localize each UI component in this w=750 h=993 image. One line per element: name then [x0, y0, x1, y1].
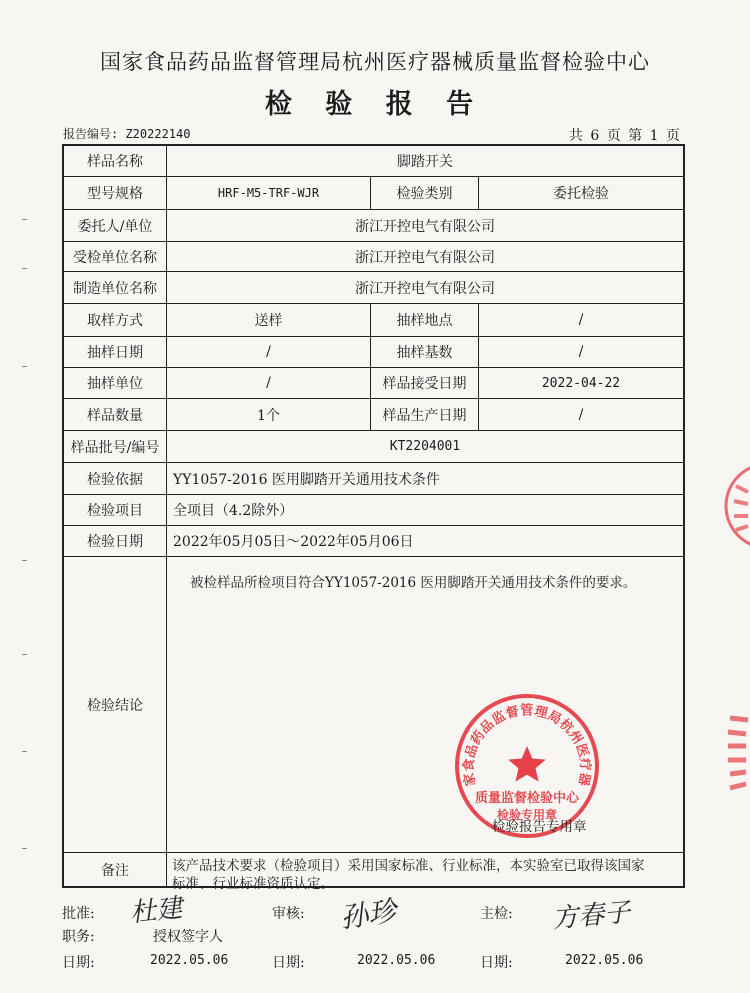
label-sampling-unit: 抽样单位	[87, 376, 143, 392]
paging-seal-top	[718, 456, 750, 556]
review-label: 审核:	[272, 906, 305, 922]
seal-ring-text: 家食品药品监督管理局杭州医疗器	[461, 703, 593, 788]
label-sampling-date: 抽样日期	[87, 345, 143, 361]
seal-line-1: 质量监督检验中心	[474, 791, 580, 806]
chief-label: 主检:	[480, 906, 513, 922]
label-batch-no: 样品批号/编号	[70, 439, 160, 456]
report-number: 报告编号: Z20222140	[63, 127, 191, 141]
label-inspected-unit: 受检单位名称	[73, 249, 157, 266]
label-quantity: 样品数量	[87, 407, 143, 424]
stamp-caption: 检验报告专用章	[492, 819, 587, 835]
value-manufacturer: 浙江开控电气有限公司	[355, 280, 495, 297]
approve-label: 批准:	[62, 906, 95, 922]
margin-tick	[22, 268, 27, 269]
review-date-label: 日期:	[272, 955, 305, 971]
review-signature: 孙珍	[338, 894, 399, 935]
label-remarks: 备注	[101, 862, 129, 879]
remarks-line-1: 该产品技术要求（检验项目）采用国家标准、行业标准，本实验室已取得该国家	[172, 858, 645, 874]
value-inspected-unit: 浙江开控电气有限公司	[355, 249, 495, 266]
label-sampling-place: 抽样地点	[396, 313, 453, 329]
position-value: 授权签字人	[153, 929, 223, 945]
value-quantity: 1个	[257, 407, 280, 424]
value-sampling-unit: /	[266, 375, 271, 391]
margin-tick	[22, 848, 27, 849]
value-production-date: /	[578, 406, 584, 423]
review-date: 2022.05.06	[357, 953, 436, 968]
value-items: 全项目（4.2除外）	[173, 503, 294, 519]
value-inspect-type: 委托检验	[553, 186, 609, 202]
value-batch-no: KT2204001	[389, 439, 461, 454]
organization-name: 国家食品药品监督管理局杭州医疗器械质量监督检验中心	[100, 50, 650, 74]
margin-tick	[22, 366, 27, 367]
star-icon	[508, 746, 546, 782]
value-sample-name: 脚踏开关	[397, 154, 453, 170]
value-model: HRF-M5-TRF-WJR	[217, 186, 320, 200]
approve-date-label: 日期:	[62, 955, 95, 971]
approve-signature: 杜建	[128, 893, 184, 929]
label-sample-name: 样品名称	[87, 154, 143, 170]
approve-date: 2022.05.06	[150, 953, 229, 968]
label-items: 检验项目	[87, 503, 143, 519]
value-sampling-method: 送样	[254, 313, 283, 329]
remarks-line-2: 标准、行业标准资质认定。	[172, 876, 334, 892]
label-sampling-base: 抽样基数	[396, 345, 453, 361]
label-inspect-type: 检验类别	[396, 186, 453, 202]
margin-tick	[22, 654, 27, 655]
page-count: 共 6 页 第 1 页	[568, 128, 680, 144]
label-received-date: 样品接受日期	[382, 376, 467, 392]
label-conclusion: 检验结论	[87, 697, 143, 714]
value-sampling-base: /	[578, 344, 584, 360]
label-sampling-method: 取样方式	[87, 313, 143, 329]
value-inspection-date: 2022年05月05日～2022年05月06日	[173, 534, 414, 550]
paging-seal-bottom	[724, 710, 750, 800]
chief-date-label: 日期:	[480, 955, 513, 971]
label-production-date: 样品生产日期	[382, 407, 467, 424]
margin-tick	[22, 560, 27, 561]
label-inspection-date: 检验日期	[87, 534, 143, 550]
chief-signature: 方春子	[551, 897, 632, 935]
value-conclusion: 被检样品所检项目符合YY1057-2016 医用脚踏开关通用技术条件的要求。	[190, 575, 637, 591]
label-basis: 检验依据	[87, 471, 143, 488]
value-sampling-date: /	[266, 344, 271, 360]
margin-tick	[22, 751, 27, 752]
label-client: 委托人/单位	[77, 218, 153, 235]
value-remarks	[172, 857, 684, 893]
label-model: 型号规格	[87, 186, 143, 202]
value-sampling-place: /	[578, 312, 584, 328]
report-title: 检 验 报 告	[264, 89, 486, 120]
margin-tick	[22, 219, 27, 220]
value-client: 浙江开控电气有限公司	[355, 218, 495, 235]
value-basis: YY1057-2016 医用脚踏开关通用技术条件	[173, 471, 440, 488]
position-label: 职务:	[62, 929, 95, 945]
value-received-date: 2022-04-22	[541, 375, 621, 391]
label-manufacturer: 制造单位名称	[73, 280, 157, 297]
seal-line-2: 检验专用章	[496, 808, 558, 822]
chief-date: 2022.05.06	[565, 953, 644, 968]
